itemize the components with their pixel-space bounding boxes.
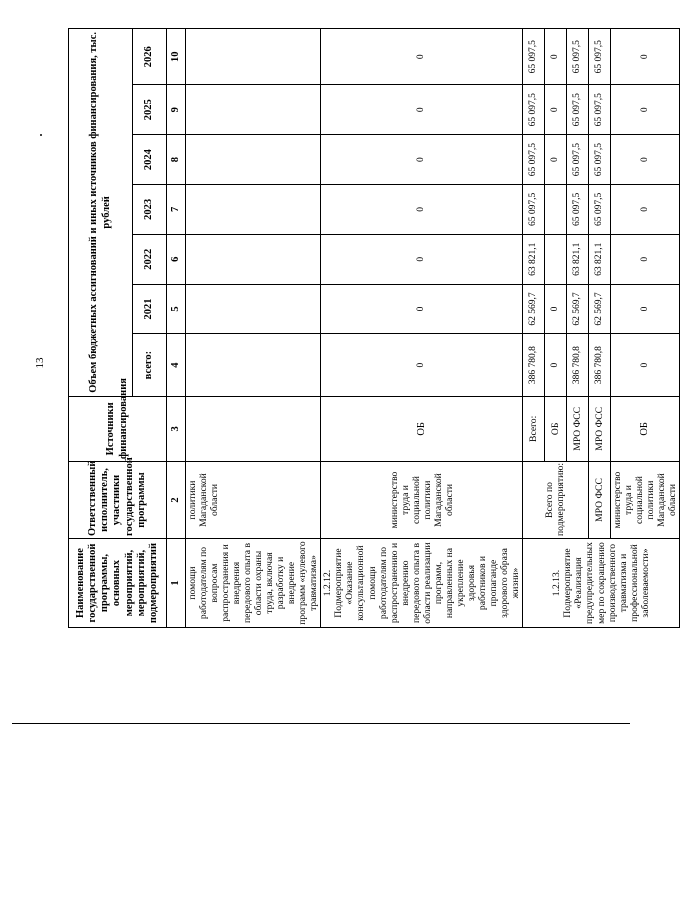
empty-cell bbox=[186, 29, 321, 85]
fss-total: 386 780,8 bbox=[588, 334, 610, 396]
ministry-total: 0 bbox=[610, 334, 679, 396]
header-year-2024: 2024 bbox=[133, 135, 167, 185]
fss-2025: 65 097,5 bbox=[588, 85, 610, 135]
ob-row-2021: 0 bbox=[544, 284, 566, 334]
sub-1-2-12-total: 0 bbox=[321, 334, 523, 396]
total-row-2024: 65 097,5 bbox=[522, 135, 544, 185]
col-num-2: 2 bbox=[167, 461, 186, 538]
header-year-2026: 2026 bbox=[133, 29, 167, 85]
col-num-4: 4 bbox=[167, 334, 186, 396]
sub-1-2-12-executor: министерство труда и социальной политики Магаданской области bbox=[321, 461, 523, 538]
funding-table bbox=[68, 28, 680, 628]
sub-1-2-12-2021: 0 bbox=[321, 284, 523, 334]
fss-total-2025: 65 097,5 bbox=[566, 85, 588, 135]
ministry-2023: 0 bbox=[610, 185, 679, 235]
ministry-2026: 0 bbox=[610, 29, 679, 85]
fss-2021: 62 569,7 bbox=[588, 284, 610, 334]
fss-total-2026: 65 097,5 bbox=[566, 29, 588, 85]
ministry-2021: 0 bbox=[610, 284, 679, 334]
total-row-2025: 65 097,5 bbox=[522, 85, 544, 135]
fss-source: МРО ФСС bbox=[588, 396, 610, 461]
ob-row-2025: 0 bbox=[544, 85, 566, 135]
col-num-5: 5 bbox=[167, 284, 186, 334]
header-executor: Ответственный исполнитель, участники государственной программы bbox=[69, 461, 167, 538]
header-year-2021: 2021 bbox=[133, 284, 167, 334]
ob-row-2023 bbox=[544, 185, 566, 235]
footer-rule bbox=[12, 723, 630, 724]
sub-1-2-13-total-label: Всего по подмероприятию: bbox=[522, 461, 588, 538]
header-sources: Источники финансирования bbox=[69, 396, 167, 461]
empty-cell bbox=[186, 85, 321, 135]
empty-cell bbox=[186, 135, 321, 185]
sub-1-2-12-2023: 0 bbox=[321, 185, 523, 235]
col-num-1: 1 bbox=[167, 539, 186, 628]
header-year-2022: 2022 bbox=[133, 234, 167, 284]
fss-total-2023: 65 097,5 bbox=[566, 185, 588, 235]
fss-executor: МРО ФСС bbox=[588, 461, 610, 538]
empty-cell bbox=[186, 396, 321, 461]
sub-1-2-13-name: 1.2.13. Подмероприятие «Реализация предупредительных мер по сокращению производственного травматизма и профессиональной заболеваемости» bbox=[522, 539, 679, 628]
sub-1-2-12-2022: 0 bbox=[321, 234, 523, 284]
page-number: 13 bbox=[34, 357, 46, 369]
col-num-10: 10 bbox=[167, 29, 186, 85]
ministry-2025: 0 bbox=[610, 85, 679, 135]
header-year-2023: 2023 bbox=[133, 185, 167, 235]
ministry-2024: 0 bbox=[610, 135, 679, 185]
continued-name: помощи работодателям по вопросам распространения и внедрения передового опыта в области охраны труда, включая разработку и внедрение программ «нулевого травматизма» bbox=[186, 539, 321, 628]
header-total: всего: bbox=[133, 334, 167, 396]
empty-cell bbox=[186, 334, 321, 396]
ob-row-2026: 0 bbox=[544, 29, 566, 85]
total-row-2021: 62 569,7 bbox=[522, 284, 544, 334]
continued-executor: политики Магаданской области bbox=[186, 461, 321, 538]
fss-total-2021: 62 569,7 bbox=[566, 284, 588, 334]
fss-2026: 65 097,5 bbox=[588, 29, 610, 85]
ob-row-source: ОБ bbox=[544, 396, 566, 461]
ministry-2022: 0 bbox=[610, 234, 679, 284]
sub-1-2-12-source: ОБ bbox=[321, 396, 523, 461]
ob-row-total: 0 bbox=[544, 334, 566, 396]
sub-1-2-12-name: 1.2.12. Подмероприятие «Оказание консультационной помощи работодателям по распространению и внедрению передового опыта в области реализации программ, направленных на укрепление здоровья работников и пропаганде здорового образа жизни» bbox=[321, 539, 523, 628]
fss-total-2022: 63 821,1 bbox=[566, 234, 588, 284]
col-num-8: 8 bbox=[167, 135, 186, 185]
total-row-source: Всего: bbox=[522, 396, 544, 461]
total-row-2023: 65 097,5 bbox=[522, 185, 544, 235]
fss-total-source: МРО ФСС bbox=[566, 396, 588, 461]
empty-cell bbox=[186, 234, 321, 284]
header-funding-group: Объем бюджетных ассигнований и иных источников финансирования, тыс. рублей bbox=[69, 29, 133, 397]
header-year-2025: 2025 bbox=[133, 85, 167, 135]
empty-cell bbox=[186, 185, 321, 235]
rotated-table-container bbox=[68, 28, 679, 628]
ob-row-2022 bbox=[544, 234, 566, 284]
header-name: Наименование государственной программы, основных мероприятий, мероприятий, подмероприятий bbox=[69, 539, 167, 628]
sub-1-2-12-2025: 0 bbox=[321, 85, 523, 135]
scan-speck bbox=[40, 134, 42, 136]
ministry-executor: министерство труда и социальной политики Магаданской области bbox=[610, 461, 679, 538]
fss-2022: 63 821,1 bbox=[588, 234, 610, 284]
total-row-2026: 65 097,5 bbox=[522, 29, 544, 85]
sub-1-2-12-2026: 0 bbox=[321, 29, 523, 85]
total-row-total: 386 780,8 bbox=[522, 334, 544, 396]
fss-total-total: 386 780,8 bbox=[566, 334, 588, 396]
ob-row-2024: 0 bbox=[544, 135, 566, 185]
sub-1-2-12-2024: 0 bbox=[321, 135, 523, 185]
col-num-6: 6 bbox=[167, 234, 186, 284]
col-num-3: 3 bbox=[167, 396, 186, 461]
col-num-7: 7 bbox=[167, 185, 186, 235]
ministry-source: ОБ bbox=[610, 396, 679, 461]
empty-cell bbox=[186, 284, 321, 334]
fss-total-2024: 65 097,5 bbox=[566, 135, 588, 185]
col-num-9: 9 bbox=[167, 85, 186, 135]
fss-2024: 65 097,5 bbox=[588, 135, 610, 185]
total-row-2022: 63 821,1 bbox=[522, 234, 544, 284]
fss-2023: 65 097,5 bbox=[588, 185, 610, 235]
